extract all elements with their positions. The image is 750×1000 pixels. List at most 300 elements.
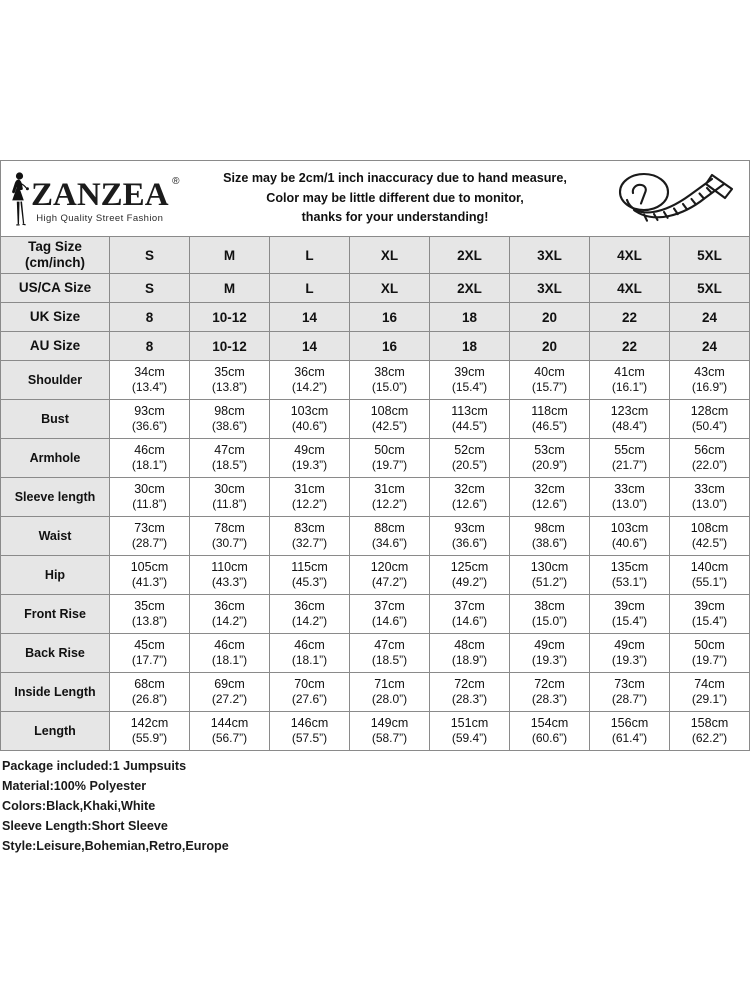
row-label-bust: Bust <box>1 400 110 439</box>
cell-cm: 74cm <box>694 677 725 692</box>
cell <box>430 673 510 712</box>
cell <box>350 439 430 478</box>
cell <box>670 400 750 439</box>
cell <box>590 634 670 673</box>
cell-inch: (13.8”) <box>211 380 248 395</box>
cell-inch: (36.6”) <box>131 419 168 434</box>
cell: 3XL <box>510 237 590 274</box>
cell-cm: 156cm <box>610 716 649 731</box>
table-row <box>1 634 750 673</box>
cell-cm: 56cm <box>694 443 725 458</box>
cell-inch: (18.9”) <box>451 653 488 668</box>
cell <box>110 556 190 595</box>
cell-cm: 39cm <box>614 599 645 614</box>
cell-cm: 103cm <box>610 521 649 536</box>
cell-inch: (44.5”) <box>451 419 488 434</box>
cell <box>670 595 750 634</box>
cell <box>190 478 270 517</box>
cell-inch: (18.1”) <box>131 458 168 473</box>
cell: 5XL <box>670 237 750 274</box>
cell <box>190 517 270 556</box>
cell-inch: (59.4”) <box>451 731 488 746</box>
cell <box>510 439 590 478</box>
cell-cm: 125cm <box>450 560 489 575</box>
cell-cm: 39cm <box>694 599 725 614</box>
size-chart-table <box>0 236 750 751</box>
table-row <box>1 478 750 517</box>
cell-inch: (38.6”) <box>211 419 248 434</box>
cell-inch: (11.8”) <box>132 497 167 512</box>
cell <box>510 556 590 595</box>
cell-cm: 47cm <box>374 638 405 653</box>
cell-inch: (60.6”) <box>531 731 568 746</box>
cell-inch: (46.5”) <box>531 419 568 434</box>
cell-inch: (13.4”) <box>131 380 168 395</box>
cell-inch: (13.0”) <box>691 497 728 512</box>
notice-line-3: thanks for your understanding! <box>301 210 489 225</box>
row-label-shoulder: Shoulder <box>1 361 110 400</box>
cell-inch: (11.8”) <box>212 497 247 512</box>
row-label-armhole: Armhole <box>1 439 110 478</box>
cell-cm: 73cm <box>614 677 645 692</box>
cell-inch: (12.6”) <box>451 497 488 512</box>
cell-inch: (28.7”) <box>131 536 168 551</box>
cell: 20 <box>510 332 590 361</box>
table-row <box>1 439 750 478</box>
registered-trademark-icon: ® <box>172 175 180 187</box>
cell-inch: (20.5”) <box>451 458 488 473</box>
cell-inch: (26.8”) <box>131 692 168 707</box>
row-label-front-rise: Front Rise <box>1 595 110 634</box>
cell <box>270 517 350 556</box>
row-label-waist: Waist <box>1 517 110 556</box>
cell-cm: 142cm <box>130 716 169 731</box>
cell: 4XL <box>590 237 670 274</box>
cell <box>670 478 750 517</box>
table-row <box>1 274 750 303</box>
cell <box>190 556 270 595</box>
cell <box>670 634 750 673</box>
cell-cm: 34cm <box>134 365 165 380</box>
table-row <box>1 400 750 439</box>
cell-inch: (36.6”) <box>451 536 488 551</box>
cell-cm: 32cm <box>534 482 565 497</box>
row-label-line-2: (cm/inch) <box>24 255 85 270</box>
table-row <box>1 595 750 634</box>
cell <box>190 595 270 634</box>
cell-cm: 41cm <box>614 365 645 380</box>
chart-banner <box>0 160 750 236</box>
cell <box>350 712 430 751</box>
cell-cm: 50cm <box>374 443 405 458</box>
cell-cm: 130cm <box>530 560 569 575</box>
cell-inch: (57.5”) <box>291 731 328 746</box>
cell: 10-12 <box>190 332 270 361</box>
cell <box>510 712 590 751</box>
cell-cm: 68cm <box>134 677 165 692</box>
cell: 8 <box>110 303 190 332</box>
cell-cm: 140cm <box>690 560 729 575</box>
cell: 18 <box>430 303 510 332</box>
cell-inch: (18.1”) <box>291 653 328 668</box>
cell-inch: (12.2”) <box>291 497 328 512</box>
cell-inch: (13.8”) <box>131 614 168 629</box>
cell-inch: (14.6”) <box>451 614 488 629</box>
cell-cm: 46cm <box>134 443 165 458</box>
cell <box>430 712 510 751</box>
detail-colors: Colors:Black,Khaki,White <box>2 798 156 813</box>
cell: XL <box>350 237 430 274</box>
table-row <box>1 361 750 400</box>
cell-cm: 158cm <box>690 716 729 731</box>
cell: M <box>190 274 270 303</box>
cell <box>510 361 590 400</box>
cell: 14 <box>270 332 350 361</box>
cell <box>190 634 270 673</box>
cell <box>430 400 510 439</box>
cell-inch: (42.5”) <box>371 419 408 434</box>
row-label-tag-size <box>1 237 110 274</box>
cell-inch: (58.7”) <box>371 731 408 746</box>
cell <box>590 556 670 595</box>
measuring-tape-icon <box>599 169 749 229</box>
cell <box>510 595 590 634</box>
cell <box>350 673 430 712</box>
cell-inch: (16.9”) <box>691 380 728 395</box>
cell: 22 <box>590 332 670 361</box>
cell-cm: 83cm <box>294 521 325 536</box>
brand-name-text: ZANZEA <box>31 176 169 213</box>
detail-style: Style:Leisure,Bohemian,Retro,Europe <box>2 838 229 853</box>
cell <box>270 400 350 439</box>
cell: S <box>110 274 190 303</box>
cell <box>270 478 350 517</box>
cell <box>590 478 670 517</box>
cell-cm: 144cm <box>210 716 249 731</box>
cell-cm: 103cm <box>290 404 329 419</box>
cell-cm: 154cm <box>530 716 569 731</box>
cell-cm: 32cm <box>454 482 485 497</box>
cell-inch: (43.3”) <box>211 575 248 590</box>
cell-cm: 73cm <box>134 521 165 536</box>
detail-material: Material:100% Polyester <box>2 778 147 793</box>
cell <box>590 673 670 712</box>
cell-cm: 105cm <box>130 560 169 575</box>
cell-inch: (27.6”) <box>291 692 328 707</box>
cell-inch: (22.0”) <box>691 458 728 473</box>
cell-inch: (55.9”) <box>131 731 168 746</box>
cell-inch: (16.1”) <box>611 380 648 395</box>
cell-inch: (28.7”) <box>611 692 648 707</box>
row-label-length: Length <box>1 712 110 751</box>
cell: 2XL <box>430 237 510 274</box>
cell-inch: (15.0”) <box>371 380 408 395</box>
cell <box>190 712 270 751</box>
detail-package-included: Package included:1 Jumpsuits <box>2 759 187 773</box>
cell-cm: 49cm <box>534 638 565 653</box>
cell-cm: 71cm <box>374 677 405 692</box>
table-row <box>1 517 750 556</box>
cell <box>510 634 590 673</box>
cell <box>430 517 510 556</box>
cell-inch: (28.3”) <box>531 692 568 707</box>
cell-cm: 37cm <box>374 599 405 614</box>
table-row <box>1 237 750 274</box>
cell <box>350 634 430 673</box>
cell <box>110 673 190 712</box>
cell-inch: (28.0”) <box>371 692 408 707</box>
cell: 14 <box>270 303 350 332</box>
cell-inch: (15.4”) <box>451 380 488 395</box>
cell-inch: (40.6”) <box>291 419 328 434</box>
cell-cm: 47cm <box>214 443 245 458</box>
cell-cm: 128cm <box>690 404 729 419</box>
cell-cm: 36cm <box>294 365 325 380</box>
cell-cm: 118cm <box>531 404 568 419</box>
row-label-us-ca-size: US/CA Size <box>1 274 110 303</box>
cell: 2XL <box>430 274 510 303</box>
row-label-line-1: Tag Size <box>28 238 82 254</box>
notice-line-2: Color may be little different due to monitor, <box>266 190 524 205</box>
cell: 3XL <box>510 274 590 303</box>
cell-inch: (18.1”) <box>211 653 248 668</box>
cell-inch: (14.6”) <box>371 614 408 629</box>
cell <box>270 556 350 595</box>
cell: 24 <box>670 332 750 361</box>
cell <box>110 478 190 517</box>
cell-cm: 39cm <box>454 365 485 380</box>
cell-cm: 31cm <box>374 482 405 497</box>
cell-cm: 49cm <box>294 443 325 458</box>
cell: 24 <box>670 303 750 332</box>
cell-inch: (14.2”) <box>291 614 328 629</box>
cell-cm: 45cm <box>134 638 165 653</box>
cell-inch: (50.4”) <box>691 419 728 434</box>
cell: L <box>270 237 350 274</box>
cell-cm: 52cm <box>454 443 485 458</box>
cell-inch: (34.6”) <box>371 536 408 551</box>
cell-cm: 113cm <box>451 404 488 419</box>
cell-cm: 123cm <box>610 404 649 419</box>
cell-inch: (12.2”) <box>371 497 408 512</box>
cell-inch: (19.7”) <box>371 458 408 473</box>
cell-inch: (47.2”) <box>371 575 408 590</box>
cell <box>350 400 430 439</box>
cell <box>270 673 350 712</box>
cell-inch: (49.2”) <box>451 575 488 590</box>
cell-inch: (19.3”) <box>291 458 328 473</box>
cell: 10-12 <box>190 303 270 332</box>
cell: 16 <box>350 303 430 332</box>
cell <box>110 439 190 478</box>
cell <box>430 478 510 517</box>
cell <box>110 400 190 439</box>
cell <box>430 439 510 478</box>
cell <box>430 595 510 634</box>
cell-cm: 36cm <box>294 599 325 614</box>
cell-cm: 33cm <box>614 482 645 497</box>
cell <box>670 556 750 595</box>
cell-inch: (40.6”) <box>611 536 648 551</box>
cell-cm: 149cm <box>370 716 409 731</box>
table-row <box>1 673 750 712</box>
cell <box>270 712 350 751</box>
cell <box>590 361 670 400</box>
cell <box>670 361 750 400</box>
cell <box>590 439 670 478</box>
table-row <box>1 556 750 595</box>
cell-inch: (29.1”) <box>691 692 728 707</box>
cell-cm: 135cm <box>610 560 649 575</box>
brand-logo <box>1 170 191 228</box>
woman-silhouette-icon <box>7 170 33 228</box>
cell-cm: 70cm <box>294 677 325 692</box>
notice-line-1: Size may be 2cm/1 inch inaccuracy due to hand measure, <box>223 171 567 186</box>
cell-inch: (14.2”) <box>211 614 248 629</box>
cell <box>670 712 750 751</box>
cell-cm: 98cm <box>214 404 245 419</box>
cell <box>430 361 510 400</box>
cell: 22 <box>590 303 670 332</box>
cell <box>270 595 350 634</box>
cell-inch: (19.3”) <box>611 653 648 668</box>
cell-inch: (18.5”) <box>371 653 408 668</box>
cell <box>350 556 430 595</box>
cell: XL <box>350 274 430 303</box>
cell-cm: 49cm <box>614 638 645 653</box>
cell-cm: 151cm <box>450 716 489 731</box>
cell-cm: 38cm <box>534 599 565 614</box>
size-chart-page <box>0 160 750 856</box>
cell-inch: (15.7”) <box>531 380 568 395</box>
cell: 5XL <box>670 274 750 303</box>
cell-cm: 98cm <box>534 521 565 536</box>
cell-cm: 146cm <box>290 716 329 731</box>
cell-inch: (56.7”) <box>211 731 248 746</box>
cell-cm: 46cm <box>214 638 245 653</box>
row-label-inside-length: Inside Length <box>1 673 110 712</box>
cell-inch: (28.3”) <box>451 692 488 707</box>
cell-inch: (61.4”) <box>611 731 648 746</box>
cell <box>350 361 430 400</box>
cell <box>190 439 270 478</box>
cell-inch: (20.9”) <box>531 458 568 473</box>
cell <box>110 517 190 556</box>
cell <box>590 517 670 556</box>
cell <box>590 400 670 439</box>
cell <box>510 400 590 439</box>
row-label-back-rise: Back Rise <box>1 634 110 673</box>
cell-inch: (27.2”) <box>211 692 248 707</box>
row-label-au-size: AU Size <box>1 332 110 361</box>
cell-inch: (12.6”) <box>531 497 568 512</box>
cell-cm: 93cm <box>454 521 485 536</box>
cell-cm: 30cm <box>134 482 165 497</box>
cell-cm: 46cm <box>294 638 325 653</box>
cell <box>110 361 190 400</box>
cell: 18 <box>430 332 510 361</box>
cell-inch: (51.2”) <box>531 575 568 590</box>
cell-inch: (38.6”) <box>531 536 568 551</box>
cell-cm: 50cm <box>694 638 725 653</box>
cell <box>110 634 190 673</box>
cell-cm: 108cm <box>690 521 729 536</box>
cell-inch: (19.7”) <box>691 653 728 668</box>
cell-cm: 72cm <box>454 677 485 692</box>
cell <box>270 361 350 400</box>
cell-cm: 43cm <box>694 365 725 380</box>
cell <box>190 361 270 400</box>
cell-cm: 38cm <box>374 365 405 380</box>
cell-cm: 120cm <box>370 560 409 575</box>
cell <box>590 595 670 634</box>
cell <box>270 439 350 478</box>
cell <box>270 634 350 673</box>
cell-inch: (18.5”) <box>211 458 248 473</box>
cell-cm: 37cm <box>454 599 485 614</box>
cell-cm: 55cm <box>614 443 645 458</box>
cell-cm: 69cm <box>214 677 245 692</box>
cell: 16 <box>350 332 430 361</box>
cell-inch: (30.7”) <box>211 536 248 551</box>
cell <box>430 634 510 673</box>
cell <box>190 673 270 712</box>
cell: M <box>190 237 270 274</box>
cell-inch: (15.4”) <box>691 614 728 629</box>
cell: 20 <box>510 303 590 332</box>
cell <box>350 478 430 517</box>
cell-inch: (13.0”) <box>611 497 648 512</box>
cell: 4XL <box>590 274 670 303</box>
cell: 8 <box>110 332 190 361</box>
cell-inch: (14.2”) <box>291 380 328 395</box>
cell-inch: (62.2”) <box>691 731 728 746</box>
cell: S <box>110 237 190 274</box>
cell-cm: 115cm <box>291 560 328 575</box>
cell-cm: 35cm <box>214 365 245 380</box>
cell-inch: (42.5”) <box>691 536 728 551</box>
cell <box>350 595 430 634</box>
cell <box>590 712 670 751</box>
cell-cm: 48cm <box>454 638 485 653</box>
cell-inch: (21.7”) <box>611 458 648 473</box>
cell-cm: 72cm <box>534 677 565 692</box>
row-label-uk-size: UK Size <box>1 303 110 332</box>
cell-inch: (53.1”) <box>611 575 648 590</box>
cell-cm: 36cm <box>214 599 245 614</box>
cell-inch: (15.0”) <box>531 614 568 629</box>
cell <box>510 517 590 556</box>
table-row <box>1 332 750 361</box>
cell-inch: (41.3”) <box>131 575 168 590</box>
cell-inch: (45.3”) <box>291 575 328 590</box>
cell <box>510 673 590 712</box>
cell-inch: (17.7”) <box>131 653 168 668</box>
cell-cm: 78cm <box>214 521 245 536</box>
cell <box>510 478 590 517</box>
row-label-hip: Hip <box>1 556 110 595</box>
measurement-notice <box>191 169 599 228</box>
cell: L <box>270 274 350 303</box>
cell <box>350 517 430 556</box>
cell-inch: (55.1”) <box>691 575 728 590</box>
table-row <box>1 712 750 751</box>
cell-cm: 88cm <box>374 521 405 536</box>
size-chart-body <box>1 237 750 751</box>
cell-cm: 93cm <box>134 404 165 419</box>
brand-tagline: High Quality Street Fashion <box>36 212 164 224</box>
cell-cm: 110cm <box>211 560 248 575</box>
